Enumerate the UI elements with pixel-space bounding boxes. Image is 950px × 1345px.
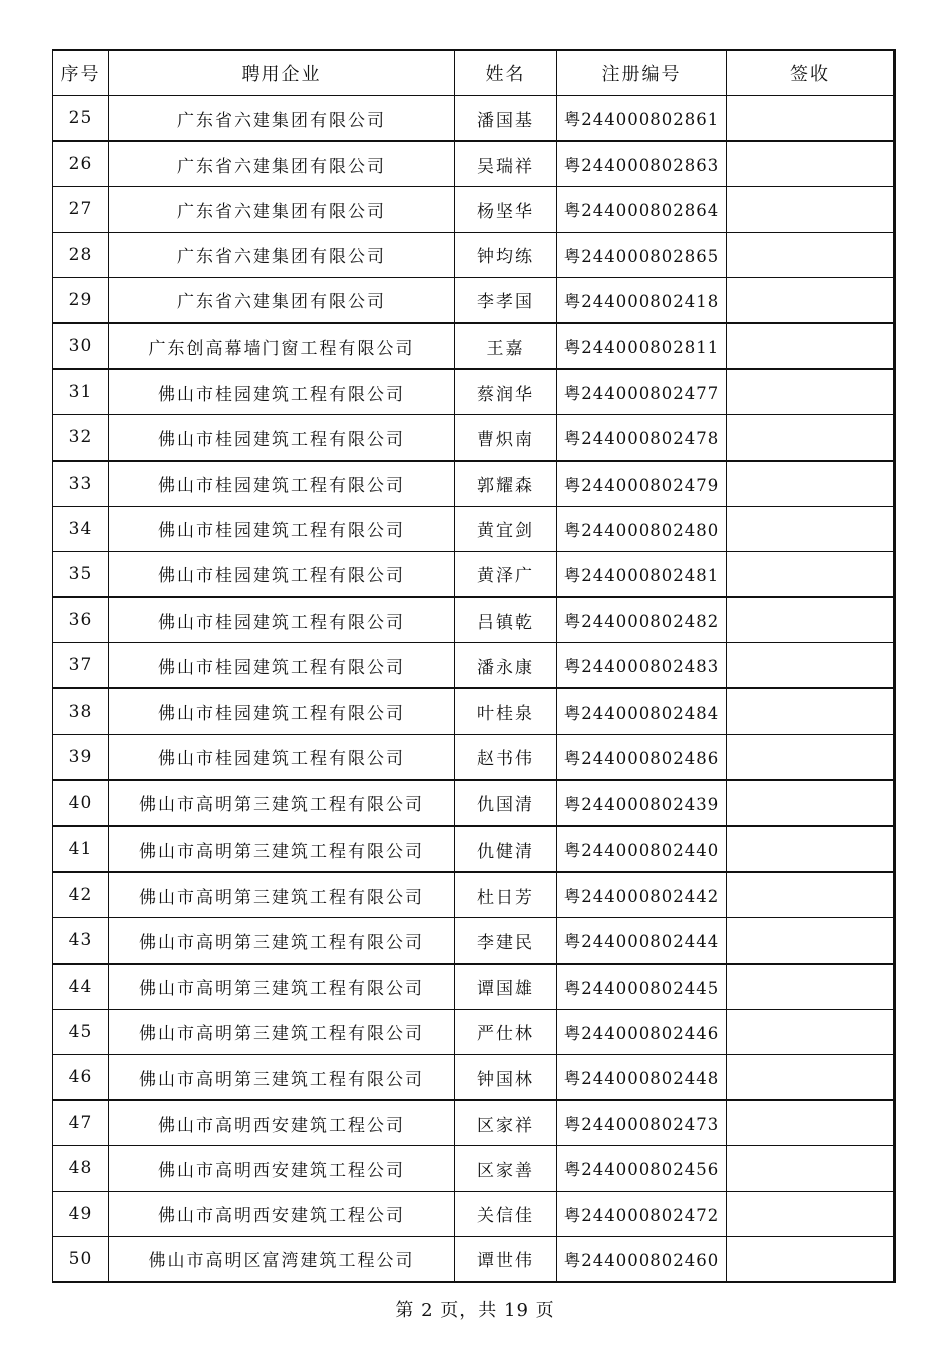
cell-registration-number: 粤244000802483 [557,643,727,689]
cell-registration-number: 粤244000802446 [557,1009,727,1054]
cell-employer: 佛山市高明西安建筑工程公司 [109,1100,455,1146]
table-row [53,187,895,232]
table-header-row [53,50,895,96]
cell-signature [727,277,895,323]
cell-registration-number: 粤244000802460 [557,1236,727,1282]
header-name: 姓名 [455,50,557,96]
cell-serial-number: 33 [53,461,109,507]
cell-serial-number: 46 [53,1054,109,1100]
cell-registration-number: 粤244000802473 [557,1100,727,1146]
cell-signature [727,187,895,232]
cell-registration-number: 粤244000802865 [557,232,727,277]
cell-name: 潘永康 [455,643,557,689]
cell-employer: 佛山市高明第三建筑工程有限公司 [109,1054,455,1100]
table-row [53,369,895,415]
cell-name: 黄泽广 [455,551,557,597]
cell-serial-number: 34 [53,506,109,551]
cell-signature [727,1191,895,1236]
cell-serial-number: 30 [53,323,109,369]
cell-name: 杜日芳 [455,872,557,918]
cell-registration-number: 粤244000802440 [557,826,727,872]
cell-signature [727,1146,895,1191]
header-signature: 签收 [727,50,895,96]
cell-name: 李建民 [455,918,557,964]
cell-name: 仇国清 [455,780,557,826]
table-row [53,1054,895,1100]
cell-employer: 佛山市桂园建筑工程有限公司 [109,369,455,415]
cell-serial-number: 32 [53,415,109,461]
header-registration-number: 注册编号 [557,50,727,96]
cell-employer: 佛山市高明西安建筑工程公司 [109,1146,455,1191]
cell-signature [727,643,895,689]
table-row [53,597,895,643]
cell-signature [727,96,895,142]
cell-employer: 佛山市桂园建筑工程有限公司 [109,734,455,780]
cell-signature [727,1054,895,1100]
cell-serial-number: 29 [53,277,109,323]
cell-registration-number: 粤244000802482 [557,597,727,643]
cell-registration-number: 粤244000802445 [557,964,727,1010]
table-row [53,872,895,918]
cell-signature [727,1100,895,1146]
cell-serial-number: 50 [53,1236,109,1282]
table-row [53,96,895,142]
cell-registration-number: 粤244000802472 [557,1191,727,1236]
cell-name: 曹炽南 [455,415,557,461]
cell-employer: 佛山市高明第三建筑工程有限公司 [109,872,455,918]
cell-employer: 广东省六建集团有限公司 [109,96,455,142]
cell-employer: 广东创高幕墙门窗工程有限公司 [109,323,455,369]
cell-serial-number: 38 [53,688,109,734]
cell-name: 严仕林 [455,1009,557,1054]
table-row [53,1191,895,1236]
cell-name: 关信佳 [455,1191,557,1236]
cell-serial-number: 48 [53,1146,109,1191]
cell-name: 谭国雄 [455,964,557,1010]
cell-employer: 佛山市高明第三建筑工程有限公司 [109,780,455,826]
cell-name: 李孝国 [455,277,557,323]
cell-serial-number: 42 [53,872,109,918]
cell-registration-number: 粤244000802418 [557,277,727,323]
table-row [53,643,895,689]
cell-employer: 佛山市高明第三建筑工程有限公司 [109,826,455,872]
cell-registration-number: 粤244000802444 [557,918,727,964]
cell-serial-number: 45 [53,1009,109,1054]
cell-serial-number: 43 [53,918,109,964]
cell-registration-number: 粤244000802439 [557,780,727,826]
cell-name: 钟均练 [455,232,557,277]
cell-name: 赵书伟 [455,734,557,780]
cell-employer: 佛山市桂园建筑工程有限公司 [109,597,455,643]
cell-employer: 佛山市桂园建筑工程有限公司 [109,688,455,734]
cell-employer: 佛山市高明区富湾建筑工程公司 [109,1236,455,1282]
cell-employer: 佛山市桂园建筑工程有限公司 [109,551,455,597]
cell-registration-number: 粤244000802481 [557,551,727,597]
table-row [53,734,895,780]
cell-signature [727,918,895,964]
cell-employer: 佛山市桂园建筑工程有限公司 [109,506,455,551]
cell-signature [727,415,895,461]
cell-employer: 佛山市高明第三建筑工程有限公司 [109,918,455,964]
table-row [53,1146,895,1191]
cell-name: 钟国林 [455,1054,557,1100]
cell-name: 吕镇乾 [455,597,557,643]
cell-employer: 广东省六建集团有限公司 [109,141,455,187]
cell-signature [727,141,895,187]
cell-registration-number: 粤244000802864 [557,187,727,232]
table-row [53,1100,895,1146]
cell-name: 杨坚华 [455,187,557,232]
table-row [53,277,895,323]
cell-serial-number: 26 [53,141,109,187]
cell-signature [727,688,895,734]
cell-registration-number: 粤244000802480 [557,506,727,551]
cell-serial-number: 31 [53,369,109,415]
table-row [53,232,895,277]
cell-registration-number: 粤244000802478 [557,415,727,461]
header-employer: 聘用企业 [109,50,455,96]
cell-serial-number: 49 [53,1191,109,1236]
cell-registration-number: 粤244000802477 [557,369,727,415]
cell-employer: 广东省六建集团有限公司 [109,277,455,323]
cell-serial-number: 44 [53,964,109,1010]
cell-employer: 佛山市高明第三建筑工程有限公司 [109,964,455,1010]
header-serial-number: 序号 [53,50,109,96]
cell-serial-number: 28 [53,232,109,277]
cell-serial-number: 39 [53,734,109,780]
cell-signature [727,323,895,369]
cell-signature [727,461,895,507]
registration-table [52,49,896,1283]
table-row [53,506,895,551]
cell-name: 吴瑞祥 [455,141,557,187]
cell-employer: 佛山市桂园建筑工程有限公司 [109,461,455,507]
cell-signature [727,551,895,597]
table-row [53,1009,895,1054]
cell-signature [727,597,895,643]
cell-signature [727,232,895,277]
table-row [53,688,895,734]
cell-employer: 广东省六建集团有限公司 [109,187,455,232]
cell-serial-number: 35 [53,551,109,597]
cell-serial-number: 47 [53,1100,109,1146]
cell-serial-number: 41 [53,826,109,872]
cell-name: 仇健清 [455,826,557,872]
table-row [53,780,895,826]
cell-registration-number: 粤244000802863 [557,141,727,187]
table-body [53,96,895,1282]
cell-name: 区家祥 [455,1100,557,1146]
table-row [53,415,895,461]
cell-signature [727,964,895,1010]
cell-serial-number: 36 [53,597,109,643]
cell-employer: 广东省六建集团有限公司 [109,232,455,277]
cell-registration-number: 粤244000802442 [557,872,727,918]
table-row [53,461,895,507]
cell-name: 蔡润华 [455,369,557,415]
cell-registration-number: 粤244000802861 [557,96,727,142]
cell-employer: 佛山市高明第三建筑工程有限公司 [109,1009,455,1054]
cell-signature [727,872,895,918]
cell-name: 叶桂泉 [455,688,557,734]
cell-employer: 佛山市高明西安建筑工程公司 [109,1191,455,1236]
cell-serial-number: 25 [53,96,109,142]
cell-name: 王嘉 [455,323,557,369]
cell-name: 潘国基 [455,96,557,142]
cell-registration-number: 粤244000802811 [557,323,727,369]
cell-name: 郭耀森 [455,461,557,507]
cell-serial-number: 27 [53,187,109,232]
cell-signature [727,826,895,872]
cell-serial-number: 37 [53,643,109,689]
cell-signature [727,734,895,780]
cell-registration-number: 粤244000802448 [557,1054,727,1100]
cell-name: 黄宜剑 [455,506,557,551]
cell-serial-number: 40 [53,780,109,826]
table-row [53,826,895,872]
table-row [53,551,895,597]
table-row [53,918,895,964]
cell-signature [727,1236,895,1282]
cell-name: 谭世伟 [455,1236,557,1282]
cell-registration-number: 粤244000802456 [557,1146,727,1191]
table-row [53,1236,895,1282]
cell-signature [727,780,895,826]
cell-employer: 佛山市桂园建筑工程有限公司 [109,415,455,461]
table-row [53,323,895,369]
cell-signature [727,369,895,415]
table-row [53,964,895,1010]
cell-employer: 佛山市桂园建筑工程有限公司 [109,643,455,689]
cell-registration-number: 粤244000802486 [557,734,727,780]
cell-signature [727,1009,895,1054]
cell-name: 区家善 [455,1146,557,1191]
cell-registration-number: 粤244000802479 [557,461,727,507]
page-number-footer: 第 2 页，共 19 页 [395,1300,555,1321]
cell-registration-number: 粤244000802484 [557,688,727,734]
table-row [53,141,895,187]
cell-signature [727,506,895,551]
